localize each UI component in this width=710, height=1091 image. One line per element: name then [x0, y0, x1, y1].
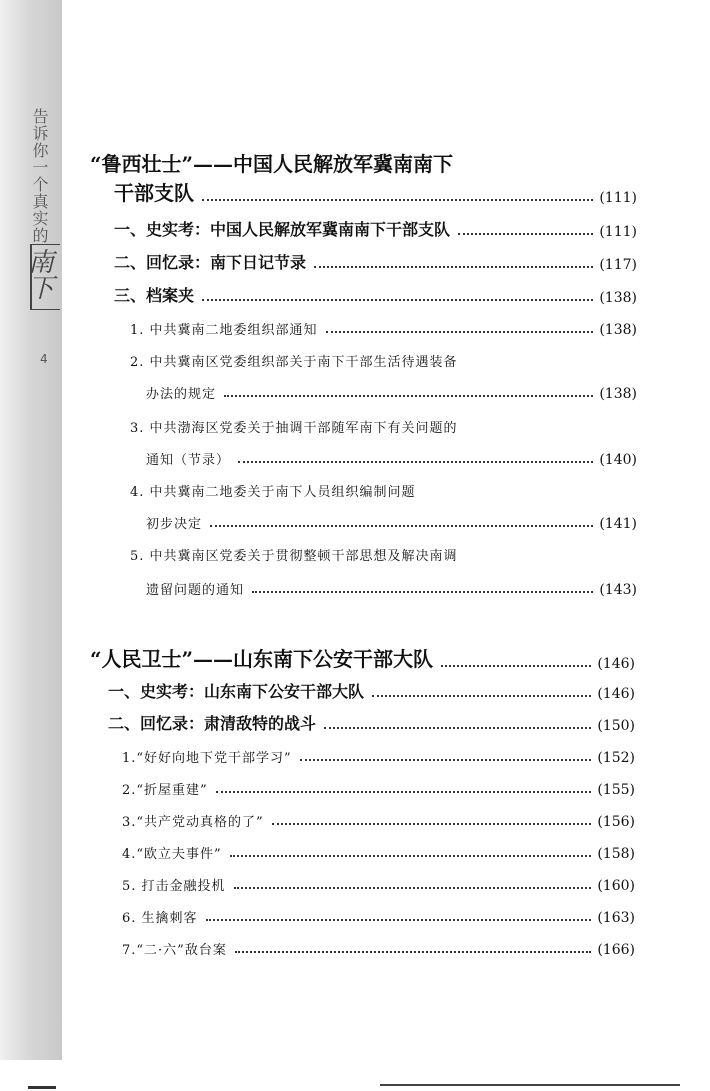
- dot-leader: [235, 951, 592, 953]
- entry-title: 3. 中共渤海区党委关于抽调干部随军南下有关问题的: [130, 421, 458, 436]
- page-ref: (163): [597, 910, 635, 926]
- toc-entry[interactable]: [122, 902, 635, 926]
- page-number: 4: [40, 352, 48, 366]
- section-heading-1-cont: 干部支队: [114, 181, 194, 205]
- toc-entry[interactable]: [122, 742, 635, 766]
- entry-title-cont: 初步决定: [146, 517, 203, 532]
- dot-leader: [372, 695, 591, 697]
- dot-leader: [238, 461, 593, 463]
- toc-entry[interactable]: [146, 508, 637, 532]
- toc-entry[interactable]: [122, 806, 635, 830]
- entry-title-cont: 办法的规定: [146, 387, 217, 402]
- entry-title-cont: 遗留问题的通知: [146, 583, 245, 598]
- dot-leader: [252, 591, 593, 593]
- toc-entry[interactable]: [122, 870, 635, 894]
- entry-title: 3.“共产党动真格的了”: [122, 815, 264, 830]
- dot-leader: [216, 791, 592, 793]
- calligraphy-title: 南下: [28, 248, 55, 304]
- entry-title: 一、史实考：中国人民解放军冀南南下干部支队: [114, 220, 451, 239]
- page-ref: (143): [599, 582, 637, 598]
- toc-entry[interactable]: [114, 249, 637, 273]
- entry-title: 2.“折屋重建”: [122, 783, 208, 798]
- entry-title: 6. 生擒刺客: [122, 911, 198, 926]
- toc-entry[interactable]: [114, 182, 637, 206]
- entry-title: 7.“二·六”敌台案: [122, 943, 227, 958]
- dot-leader: [202, 199, 593, 201]
- page-ref: (138): [599, 386, 637, 402]
- page-ref: (111): [599, 190, 637, 206]
- page-ref: (146): [597, 686, 635, 702]
- toc-entry[interactable]: [122, 934, 635, 958]
- section-heading-1: “鲁西壮士”——中国人民解放军冀南南下: [90, 152, 454, 176]
- dot-leader: [458, 233, 593, 235]
- toc-entry[interactable]: [122, 838, 635, 862]
- page-ref: (146): [597, 656, 635, 672]
- entry-title: 4. 中共冀南二地委关于南下人员组织编制问题: [130, 485, 416, 500]
- toc-entry[interactable]: [114, 282, 637, 306]
- entry-title: 2. 中共冀南区党委组织部关于南下干部生活待遇装备: [130, 355, 458, 370]
- toc-entry[interactable]: [122, 774, 635, 798]
- dot-leader: [324, 727, 591, 729]
- dot-leader: [441, 665, 591, 667]
- dot-leader: [300, 759, 592, 761]
- running-book-title: 告诉你一个真实的: [30, 108, 49, 244]
- entry-title: 5. 中共冀南区党委关于贯彻整顿干部思想及解决南调: [130, 549, 458, 564]
- dot-leader: [230, 855, 592, 857]
- toc-entry-line1[interactable]: [130, 476, 637, 500]
- section-heading-2: “人民卫士”——山东南下公安干部大队: [90, 647, 434, 671]
- toc-entry-line1[interactable]: [130, 412, 637, 436]
- entry-title: 二、回忆录：肃清敌特的战斗: [108, 714, 317, 733]
- page-ref: (160): [597, 878, 635, 894]
- page-ref: (155): [597, 782, 635, 798]
- page-ref: (141): [599, 516, 637, 532]
- toc-entry[interactable]: [114, 216, 637, 240]
- page-ref: (156): [597, 814, 635, 830]
- page-ref: (166): [597, 942, 635, 958]
- page-ref: (138): [599, 322, 637, 338]
- dot-leader: [326, 331, 594, 333]
- toc-entry[interactable]: [146, 444, 637, 468]
- dot-leader: [224, 395, 593, 397]
- page-ref: (138): [599, 290, 637, 306]
- entry-title: 4.“欧立夫事件”: [122, 847, 222, 862]
- entry-title: 二、回忆录：南下日记节录: [114, 253, 307, 272]
- dot-leader: [272, 823, 592, 825]
- entry-title-cont: 通知（节录）: [146, 453, 231, 468]
- page-ref: (117): [599, 257, 637, 273]
- bottom-rule-right: [380, 1084, 680, 1086]
- dot-leader: [202, 299, 593, 301]
- bottom-rule-left: [28, 1086, 56, 1089]
- toc-entry[interactable]: [146, 574, 637, 598]
- toc-entry-line1[interactable]: [130, 540, 637, 564]
- page-ref: (158): [597, 846, 635, 862]
- toc-entry[interactable]: [108, 710, 635, 734]
- toc-entry-line1[interactable]: [130, 346, 637, 370]
- entry-title: 三、档案夹: [114, 286, 195, 305]
- toc-entry[interactable]: [146, 378, 637, 402]
- page-ref: (150): [597, 718, 635, 734]
- dot-leader: [314, 266, 593, 268]
- page-ref: (140): [599, 452, 637, 468]
- dot-leader: [206, 919, 592, 921]
- entry-title: 1.“好好向地下党干部学习”: [122, 751, 292, 766]
- toc-entry[interactable]: [130, 314, 637, 338]
- dot-leader: [210, 525, 593, 527]
- entry-title: 1. 中共冀南二地委组织部通知: [130, 323, 318, 338]
- page-ref: (111): [599, 224, 637, 240]
- entry-title: 一、史实考：山东南下公安干部大队: [108, 682, 365, 701]
- toc-entry[interactable]: [108, 678, 635, 702]
- page-ref: (152): [597, 750, 635, 766]
- entry-title: 5. 打击金融投机: [122, 879, 226, 894]
- toc-entry[interactable]: [90, 644, 635, 672]
- dot-leader: [234, 887, 592, 889]
